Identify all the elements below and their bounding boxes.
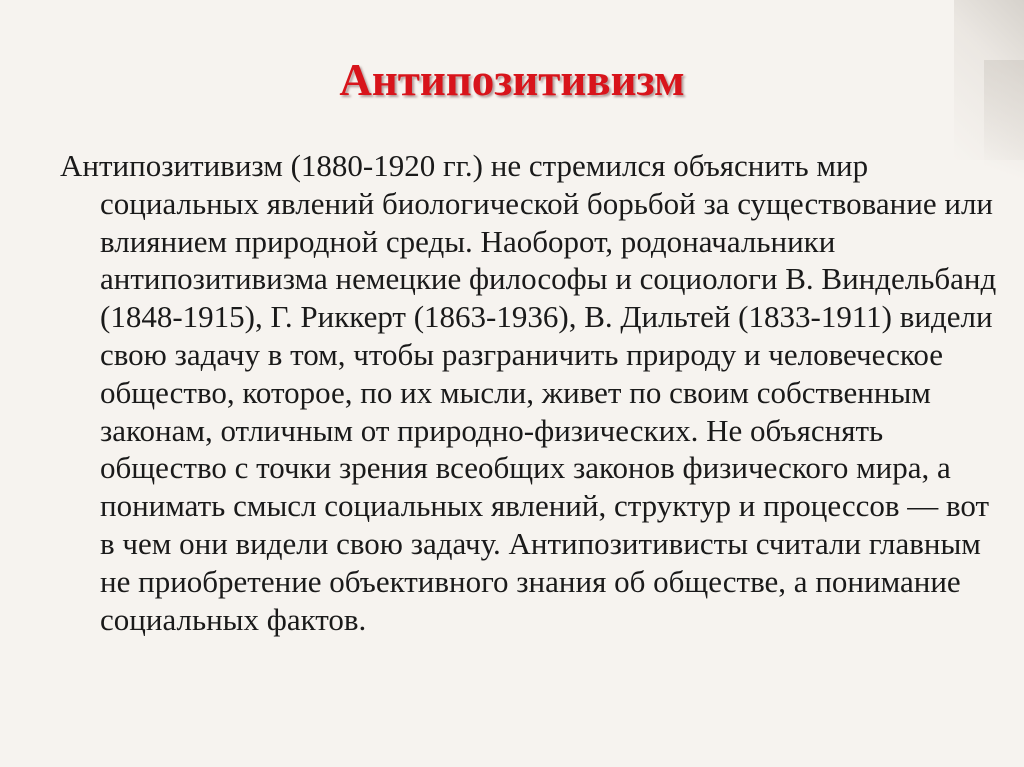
slide-title: Антипозитивизм <box>339 55 685 105</box>
slide-body-text: Антипозитивизм (1880-1920 гг.) не стремился объяснить мир социальных явлений биологической борьбой за существование или влиянием природной среды. Наоборот, родоначальники антипозитивизма немецкие философы и социологи В. Виндельбанд (1848-1915), Г. Риккерт (1863-1936), В. Дильтей (1833-1911) видели свою задачу в том, чтобы разграничить природу и человеческое общество, которое, по их мысли, живет по своим собственным законам, отличным от природно-физических. Не объяснять общество с точки зрения всеобщих законов физического мира, а понимать смысл социальных явлений, структур и процессов — вот в чем они видели свою задачу. Антипозитивисты считали главным не приобретение объективного знания об обществе, а понимание социальных фактов. <box>60 148 997 637</box>
